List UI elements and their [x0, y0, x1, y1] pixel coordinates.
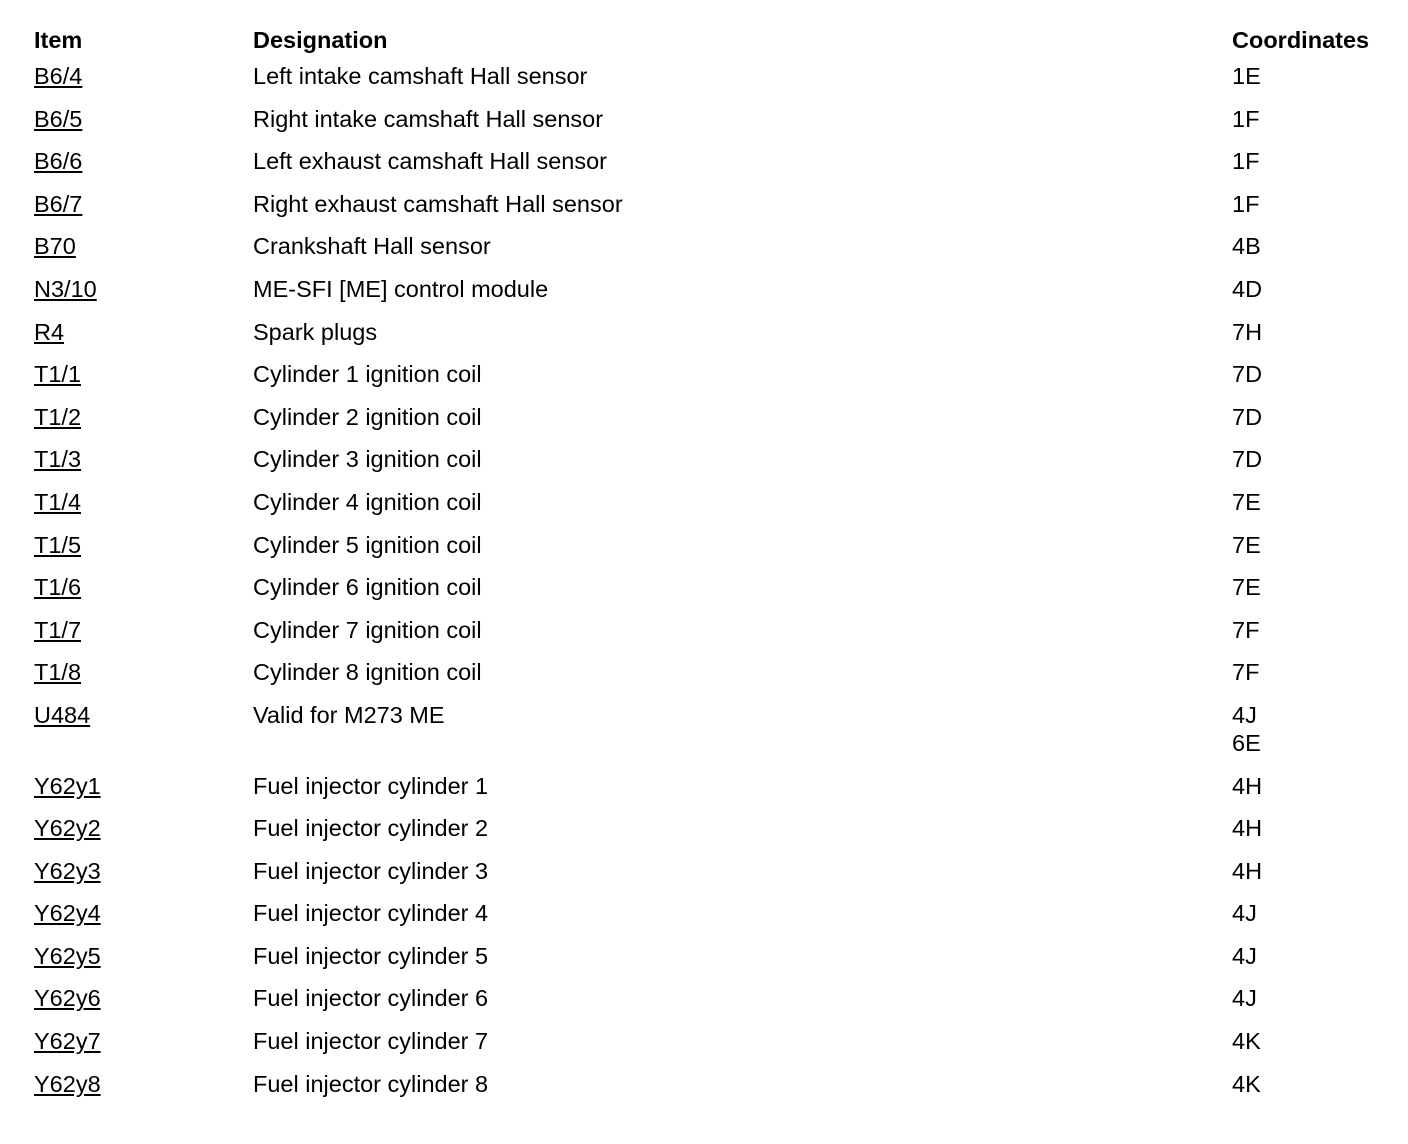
coordinates-cell [1232, 701, 1394, 757]
designation-cell: Right exhaust camshaft Hall sensor [253, 190, 623, 217]
designation-cell: Fuel injector cylinder 3 [253, 857, 489, 884]
coordinates-cell [1232, 1027, 1394, 1055]
item-cell [34, 1070, 253, 1098]
item-link[interactable]: T1/2 [34, 403, 82, 430]
item-link[interactable]: T1/8 [34, 659, 82, 686]
designation-cell: Cylinder 1 ignition coil [253, 361, 482, 388]
coordinates-cell [1232, 772, 1394, 800]
designation-cell: Valid for M273 ME [253, 701, 445, 728]
designation-cell: Fuel injector cylinder 6 [253, 985, 489, 1012]
coordinate-value: 7F [1232, 659, 1260, 686]
coordinate-value: 7D [1232, 446, 1263, 473]
item-cell [34, 573, 253, 601]
item-link[interactable]: R4 [34, 318, 65, 345]
coordinate-value: 4J [1232, 900, 1257, 927]
designation-cell: Fuel injector cylinder 2 [253, 815, 489, 842]
coordinates-cell [1232, 942, 1394, 970]
item-cell [34, 701, 253, 729]
coordinate-value: 4H [1232, 772, 1263, 799]
item-link[interactable]: Y62y6 [34, 985, 101, 1012]
item-cell [34, 232, 253, 260]
item-cell [34, 984, 253, 1012]
item-link[interactable]: T1/3 [34, 446, 82, 473]
item-cell [34, 147, 253, 175]
coordinates-cell [1232, 899, 1394, 927]
designation-cell: Cylinder 3 ignition coil [253, 446, 482, 473]
item-cell [34, 658, 253, 686]
coordinate-value: 1E [1232, 63, 1261, 89]
coordinates-cell [1232, 531, 1394, 559]
coordinates-cell [1232, 105, 1394, 133]
item-cell [34, 772, 253, 800]
coordinates-cell [1232, 190, 1394, 218]
coordinate-value: 4J [1232, 701, 1257, 728]
coordinates-cell [1232, 984, 1394, 1012]
coordinates-cell [1232, 403, 1394, 431]
coordinate-value: 7H [1232, 318, 1263, 345]
item-link[interactable]: Y62y2 [34, 815, 101, 842]
item-link[interactable]: B6/5 [34, 105, 83, 132]
item-cell [34, 360, 253, 388]
table-row [34, 147, 1394, 190]
coordinates-cell [1232, 445, 1394, 473]
table-row [34, 899, 1394, 942]
coordinate-value: 4K [1232, 1028, 1261, 1055]
designation-cell: Fuel injector cylinder 5 [253, 942, 489, 969]
table-header [34, 22, 1394, 62]
designation-cell: Cylinder 2 ignition coil [253, 403, 482, 430]
item-link[interactable]: Y62y3 [34, 857, 101, 884]
table-row [34, 984, 1394, 1027]
coordinates-cell [1232, 616, 1394, 644]
table-row [34, 573, 1394, 616]
coordinate-value: 6E [1232, 729, 1261, 756]
coordinate-value: 1F [1232, 148, 1260, 175]
header-item: Item [34, 27, 83, 53]
coordinates-cell [1232, 814, 1394, 842]
designation-cell: Cylinder 8 ignition coil [253, 659, 482, 686]
coordinates-cell [1232, 147, 1394, 175]
item-cell [34, 403, 253, 431]
coordinate-value: 7E [1232, 531, 1261, 558]
coordinates-cell [1232, 1070, 1394, 1098]
item-cell [34, 488, 253, 516]
coordinate-value: 1F [1232, 105, 1260, 132]
item-link[interactable]: Y62y4 [34, 900, 101, 927]
item-cell [34, 190, 253, 218]
item-link[interactable]: T1/6 [34, 574, 82, 601]
table-row [34, 488, 1394, 531]
item-link[interactable]: Y62y1 [34, 772, 101, 799]
item-link[interactable]: B6/7 [34, 190, 83, 217]
coordinates-cell [1232, 857, 1394, 885]
item-cell [34, 105, 253, 133]
coordinate-value: 4D [1232, 275, 1263, 302]
coordinates-cell [1232, 275, 1394, 303]
item-cell [34, 531, 253, 559]
coordinate-value: 7D [1232, 361, 1263, 388]
item-link[interactable]: Y62y5 [34, 942, 101, 969]
table-row [34, 814, 1394, 857]
coordinates-cell [1232, 573, 1394, 601]
item-cell [34, 899, 253, 927]
item-link[interactable]: B6/6 [34, 148, 83, 175]
coordinates-cell [1232, 658, 1394, 686]
table-row [34, 232, 1394, 275]
coordinates-cell [1232, 232, 1394, 260]
item-link[interactable]: Y62y8 [34, 1070, 101, 1097]
designation-cell: Spark plugs [253, 318, 378, 345]
designation-cell: Cylinder 4 ignition coil [253, 488, 482, 515]
coordinate-value: 7F [1232, 616, 1260, 643]
designation-cell: Left intake camshaft Hall sensor [253, 63, 588, 89]
coordinate-value: 4K [1232, 1070, 1261, 1097]
item-link[interactable]: B70 [34, 233, 76, 260]
designation-cell: Fuel injector cylinder 1 [253, 772, 489, 799]
coordinate-value: 4J [1232, 985, 1257, 1012]
coordinate-value: 1F [1232, 190, 1260, 217]
table-row [34, 942, 1394, 985]
item-cell [34, 275, 253, 303]
item-link[interactable]: N3/10 [34, 275, 97, 302]
designation-cell: Fuel injector cylinder 8 [253, 1070, 489, 1097]
coordinate-value: 4B [1232, 233, 1261, 260]
item-cell [34, 857, 253, 885]
designation-cell: Crankshaft Hall sensor [253, 233, 491, 260]
coordinates-cell [1232, 488, 1394, 516]
item-cell [34, 616, 253, 644]
designation-cell: Left exhaust camshaft Hall sensor [253, 148, 607, 175]
coordinate-value: 7E [1232, 574, 1261, 601]
table-row [34, 658, 1394, 701]
table-row [34, 1070, 1394, 1113]
designation-cell: ME-SFI [ME] control module [253, 275, 549, 302]
coordinate-value: 7D [1232, 403, 1263, 430]
designation-cell: Cylinder 5 ignition coil [253, 531, 482, 558]
table-row [34, 190, 1394, 233]
coordinate-value: 4H [1232, 857, 1263, 884]
table-row [34, 62, 1394, 105]
designation-cell: Fuel injector cylinder 4 [253, 900, 489, 927]
table-row [34, 105, 1394, 148]
item-cell [34, 318, 253, 346]
item-cell [34, 445, 253, 473]
item-cell [34, 942, 253, 970]
designation-cell: Cylinder 7 ignition coil [253, 616, 482, 643]
coordinates-cell [1232, 360, 1394, 388]
designation-cell: Fuel injector cylinder 7 [253, 1028, 489, 1055]
header-coordinates: Coordinates [1232, 27, 1370, 53]
coordinate-value: 4H [1232, 815, 1263, 842]
item-link[interactable]: B6/4 [34, 63, 83, 89]
component-legend-table [34, 22, 1394, 1112]
header-designation: Designation [253, 27, 388, 53]
coordinates-cell [1232, 318, 1394, 346]
item-link[interactable]: T1/1 [34, 361, 82, 388]
item-cell [34, 814, 253, 842]
table-row [34, 318, 1394, 361]
table-row [34, 772, 1394, 815]
item-link[interactable]: Y62y7 [34, 1028, 101, 1055]
table-row [34, 360, 1394, 403]
table-row [34, 701, 1394, 772]
table-row [34, 1027, 1394, 1070]
coordinate-value: 4J [1232, 942, 1257, 969]
item-link[interactable]: T1/7 [34, 616, 82, 643]
designation-cell: Cylinder 6 ignition coil [253, 574, 482, 601]
item-link[interactable]: T1/4 [34, 488, 82, 515]
coordinates-cell [1232, 62, 1394, 90]
table-row [34, 531, 1394, 574]
table-row [34, 857, 1394, 900]
designation-cell: Right intake camshaft Hall sensor [253, 105, 604, 132]
table-row [34, 616, 1394, 659]
item-link[interactable]: U484 [34, 701, 91, 728]
table-body [34, 62, 1394, 1112]
item-cell [34, 62, 253, 90]
table-row [34, 275, 1394, 318]
table-row [34, 445, 1394, 488]
item-link[interactable]: T1/5 [34, 531, 82, 558]
table-row [34, 403, 1394, 446]
coordinate-value: 7E [1232, 488, 1261, 515]
item-cell [34, 1027, 253, 1055]
